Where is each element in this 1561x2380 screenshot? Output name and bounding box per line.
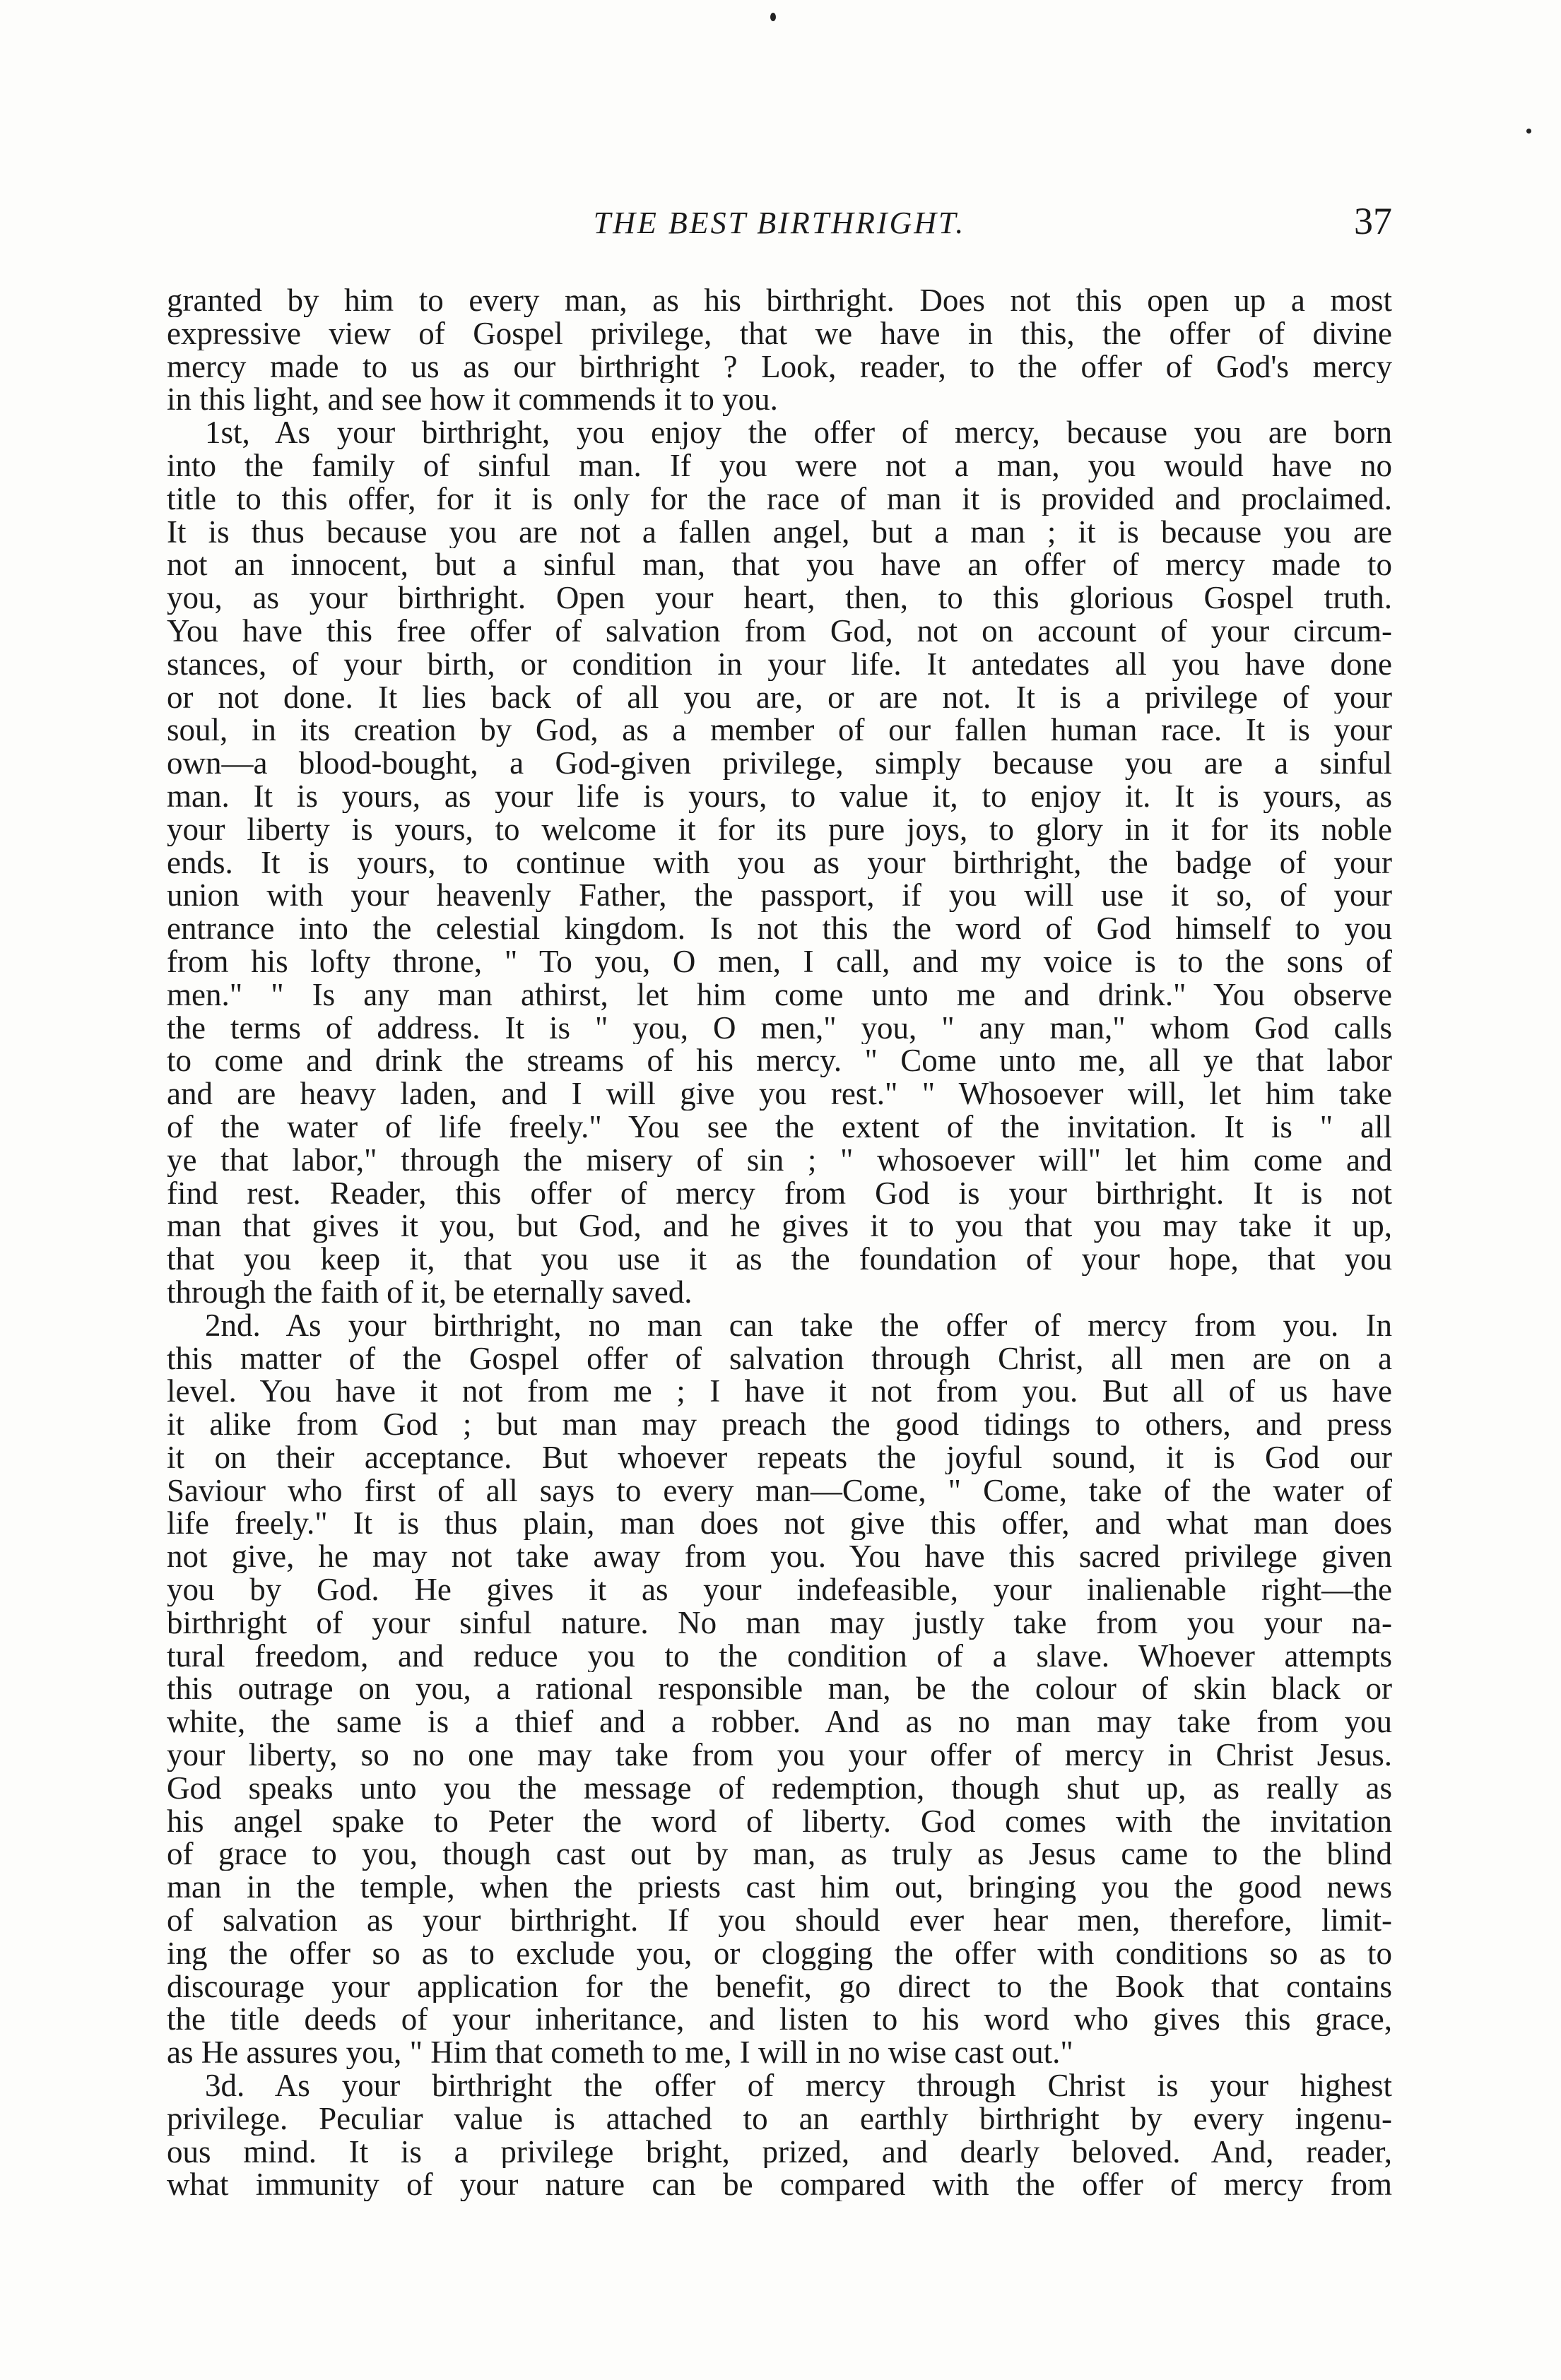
- running-head: THE BEST BIRTHRIGHT.: [593, 206, 966, 240]
- text-line: level. You have it not from me ; I have it not from you. But all of us have: [167, 1375, 1392, 1409]
- text-line: privilege. Peculiar value is attached to an earthly birthright by every ingenu-: [167, 2102, 1392, 2136]
- text-line: into the family of sinful man. If you were not a man, you would have no: [167, 449, 1392, 482]
- text-line: ends. It is yours, to continue with you as your birthright, the badge of your: [167, 846, 1392, 880]
- print-speck: [1526, 129, 1531, 134]
- text-line: in this light, and see how it commends it to you.: [167, 383, 778, 417]
- text-line: life freely." It is thus plain, man does not give this offer, and what man does: [167, 1507, 1392, 1541]
- text-line: to come and drink the streams of his mercy. " Come unto me, all ye that labor: [167, 1044, 1392, 1078]
- text-line: you by God. He gives it as your indefeasible, your inalienable right—the: [167, 1573, 1392, 1606]
- text-line: and are heavy laden, and I will give you rest." " Whosoever will, let him take: [167, 1077, 1392, 1111]
- text-line: ous mind. It is a privilege bright, prized, and dearly beloved. And, reader,: [167, 2135, 1392, 2169]
- text-line: your liberty, so no one may take from you your offer of mercy in Christ Jesus.: [167, 1739, 1392, 1772]
- text-line: not an innocent, but a sinful man, that you have an offer of mercy made to: [167, 548, 1392, 582]
- text-line: this outrage on you, a rational responsible man, be the colour of skin black or: [167, 1672, 1392, 1706]
- text-line: this matter of the Gospel offer of salvation through Christ, all men are on a: [167, 1342, 1392, 1375]
- text-line: God speaks unto you the message of redemption, though shut up, as really as: [167, 1771, 1392, 1805]
- text-line: of salvation as your birthright. If you should ever hear men, therefore, limit-: [167, 1904, 1392, 1937]
- text-line: from his lofty throne, " To you, O men, I call, and my voice is to the sons of: [167, 945, 1392, 978]
- text-line: ye that labor," through the misery of sin ; " whosoever will" let him come and: [167, 1143, 1392, 1177]
- text-line: his angel spake to Peter the word of liberty. God comes with the invitation: [167, 1804, 1392, 1838]
- page-header: [167, 199, 1392, 249]
- text-line: not give, he may not take away from you. You have this sacred privilege given: [167, 1540, 1392, 1574]
- text-line: your liberty is yours, to welcome it for its pure joys, to glory in it for its noble: [167, 812, 1392, 846]
- text-line: union with your heavenly Father, the passport, if you will use it so, of your: [167, 879, 1392, 913]
- text-line: soul, in its creation by God, as a member of our fallen human race. It is your: [167, 714, 1392, 747]
- text-line: You have this free offer of salvation from God, not on account of your circum-: [167, 614, 1392, 648]
- text-line: the title deeds of your inheritance, and listen to his word who gives this grace,: [167, 2003, 1392, 2037]
- text-line: birthright of your sinful nature. No man may justly take from you your na-: [167, 1606, 1392, 1640]
- text-line: It is thus because you are not a fallen angel, but a man ; it is because you are: [167, 515, 1392, 549]
- text-line: granted by him to every man, as his birthright. Does not this open up a most: [167, 284, 1392, 317]
- text-line: that you keep it, that you use it as the foundation of your hope, that you: [167, 1243, 1392, 1276]
- text-line: entrance into the celestial kingdom. Is not this the word of God himself to you: [167, 912, 1392, 945]
- text-line: the terms of address. It is " you, O men," you, " any man," whom God calls: [167, 1011, 1392, 1045]
- text-line: discourage your application for the benefit, go direct to the Book that contains: [167, 1970, 1392, 2003]
- text-line: stances, of your birth, or condition in your life. It antedates all you have done: [167, 647, 1392, 681]
- text-line: you, as your birthright. Open your heart, then, to this glorious Gospel truth.: [167, 581, 1392, 615]
- text-line: of the water of life freely." You see the extent of the invitation. It is " all: [167, 1110, 1392, 1144]
- text-line: what immunity of your nature can be compared with the offer of mercy from: [167, 2168, 1392, 2202]
- text-line: through the faith of it, be eternally saved.: [167, 1275, 693, 1309]
- text-line: expressive view of Gospel privilege, that we have in this, the offer of divine: [167, 316, 1392, 350]
- text-line: tural freedom, and reduce you to the condition of a slave. Whoever attempts: [167, 1639, 1392, 1673]
- text-line: title to this offer, for it is only for the race of man it is provided and proclaimed.: [167, 482, 1392, 516]
- text-line: own—a blood-bought, a God-given privilege, simply because you are a sinful: [167, 747, 1392, 780]
- text-line: white, the same is a thief and a robber. And as no man may take from you: [167, 1705, 1392, 1739]
- body-text: [167, 284, 1392, 2201]
- text-line: 1st, As your birthright, you enjoy the offer of mercy, because you are born: [205, 416, 1392, 449]
- text-line: man in the temple, when the priests cast him out, bringing you the good news: [167, 1871, 1392, 1905]
- text-line: it alike from God ; but man may preach the good tidings to others, and press: [167, 1408, 1392, 1441]
- page-number: 37: [1354, 200, 1392, 242]
- text-line: it on their acceptance. But whoever repeats the joyful sound, it is God our: [167, 1440, 1392, 1474]
- text-line: mercy made to us as our birthright ? Look, reader, to the offer of God's mercy: [167, 350, 1392, 384]
- text-line: 2nd. As your birthright, no man can take the offer of mercy from you. In: [205, 1308, 1392, 1342]
- text-line: find rest. Reader, this offer of mercy from God is your birthright. It is not: [167, 1176, 1392, 1210]
- text-line: or not done. It lies back of all you are, or are not. It is a privilege of your: [167, 680, 1392, 714]
- text-line: 3d. As your birthright the offer of mercy through Christ is your highest: [205, 2069, 1392, 2102]
- text-line: ing the offer so as to exclude you, or clogging the offer with conditions so as to: [167, 1936, 1392, 1970]
- text-line: man that gives it you, but God, and he gives it to you that you may take it up,: [167, 1209, 1392, 1243]
- text-line: man. It is yours, as your life is yours, to value it, to enjoy it. It is yours, as: [167, 779, 1392, 813]
- text-line: Saviour who first of all says to every man—Come, " Come, take of the water of: [167, 1474, 1392, 1508]
- text-line: of grace to you, though cast out by man, as truly as Jesus came to the blind: [167, 1837, 1392, 1871]
- text-line: men." " Is any man athirst, let him come unto me and drink." You observe: [167, 978, 1392, 1012]
- print-speck: [770, 13, 776, 21]
- text-line: as He assures you, " Him that cometh to me, I will in no wise cast out.": [167, 2036, 1073, 2070]
